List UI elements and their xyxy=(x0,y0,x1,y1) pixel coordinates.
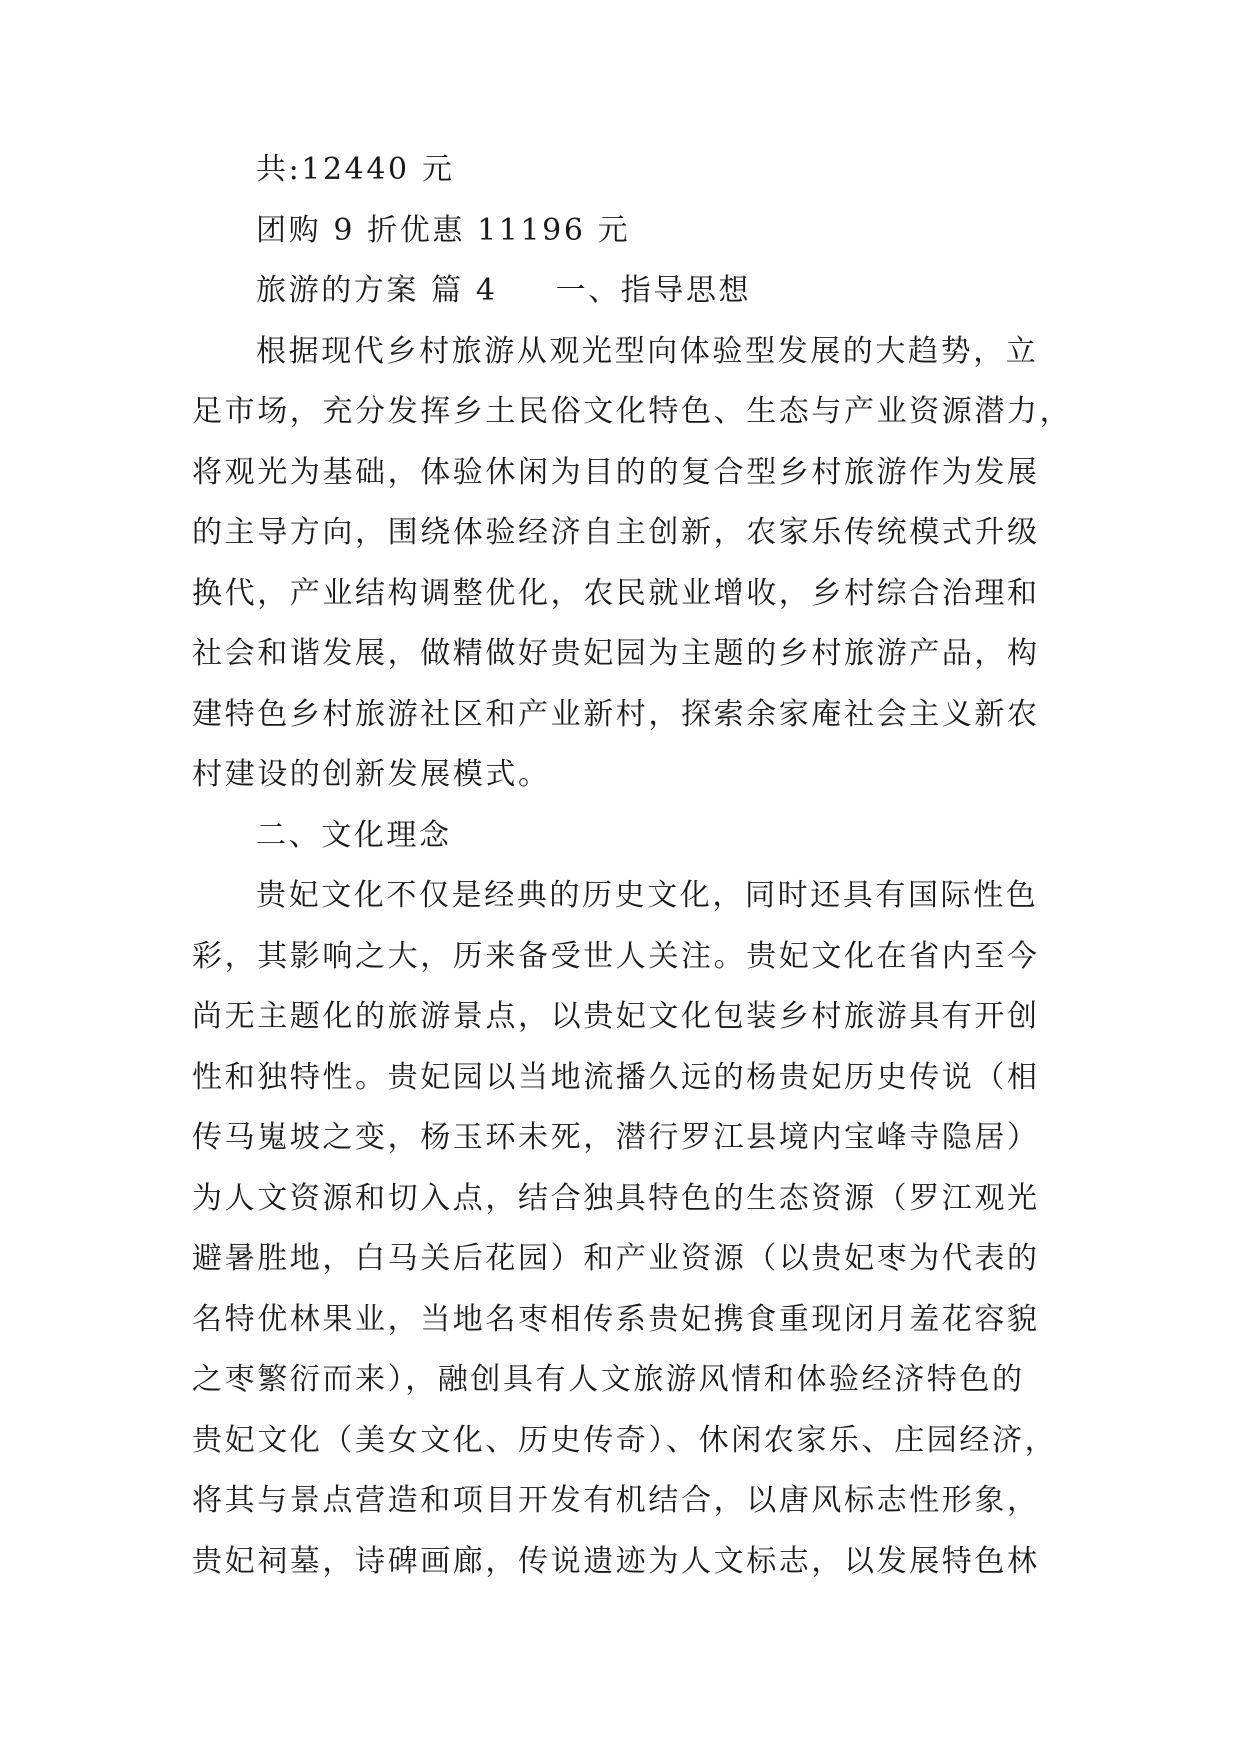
paragraph-line: 换代，产业结构调整优化，农民就业增收，乡村综合治理和 xyxy=(192,575,1040,611)
paragraph-line: 彩，其影响之大，历来备受世人关注。贵妃文化在省内至今 xyxy=(192,938,1040,974)
paragraph-line: 为人文资源和切入点，结合独具特色的生态资源（罗江观光 xyxy=(192,1180,1040,1216)
section-heading xyxy=(192,261,1052,322)
paragraph-line: 性和独特性。贵妃园以当地流播久远的杨贵妃历史传说（相 xyxy=(192,1059,1040,1095)
paragraph-line: 的主导方向，围绕体验经济自主创新，农家乐传统模式升级 xyxy=(192,515,1040,550)
heading-culture-concept: 二、文化理念 xyxy=(256,817,452,853)
paragraph-line: 将观光为基础，体验休闲为目的的复合型乡村旅游作为发展 xyxy=(192,454,1040,490)
paragraph-line: 贵妃祠墓，诗碑画廊，传说遗迹为人文标志，以发展特色林 xyxy=(192,1543,1040,1579)
paragraph-line: 根据现代乡村旅游从观光型向体验型发展的大趋势，立 xyxy=(256,333,1039,369)
paragraph-line: 尚无主题化的旅游景点，以贵妃文化包装乡村旅游具有开创 xyxy=(192,999,1040,1034)
paragraph-line: 之枣繁衍而来），融创具有人文旅游风情和体验经济特色的 xyxy=(192,1362,1025,1397)
paragraph-line: 足市场，充分发挥乡土民俗文化特色、生态与产业资源潜力， xyxy=(192,394,1073,429)
paragraph-line: 贵妃文化不仅是经典的历史文化，同时还具有国际性色 xyxy=(256,878,1039,913)
paragraph-line: 避暑胜地，白马关后花园）和产业资源（以贵妃枣为代表的 xyxy=(192,1241,1040,1276)
paragraph-line: 贵妃文化（美女文化、历史传奇）、休闲农家乐、庄园经济， xyxy=(192,1422,1058,1458)
section-title: 旅游的方案 篇 4 xyxy=(256,273,498,308)
paragraph-line: 传马嵬坡之变，杨玉环未死，潜行罗江县境内宝峰寺隐居） xyxy=(192,1120,1040,1155)
group-discount-line: 团购 9 折优惠 11196 元 xyxy=(256,212,631,248)
paragraph-line: 建特色乡村旅游社区和产业新村，探索余家庵社会主义新农 xyxy=(192,696,1040,732)
paragraph-line: 村建设的创新发展模式。 xyxy=(192,757,551,792)
paragraph-line: 名特优林果业，当地名枣相传系贵妃携食重现闭月羞花容貌 xyxy=(192,1301,1040,1337)
paragraph-line: 将其与景点营造和项目开发有机结合，以唐风标志性形象， xyxy=(192,1483,1040,1518)
section-subtitle: 一、指导思想 xyxy=(555,273,752,308)
document-body xyxy=(192,140,1073,1592)
total-price-line: 共:12440 元 xyxy=(256,152,455,187)
paragraph-line: 社会和谐发展，做精做好贵妃园为主题的乡村旅游产品，构 xyxy=(192,636,1040,671)
